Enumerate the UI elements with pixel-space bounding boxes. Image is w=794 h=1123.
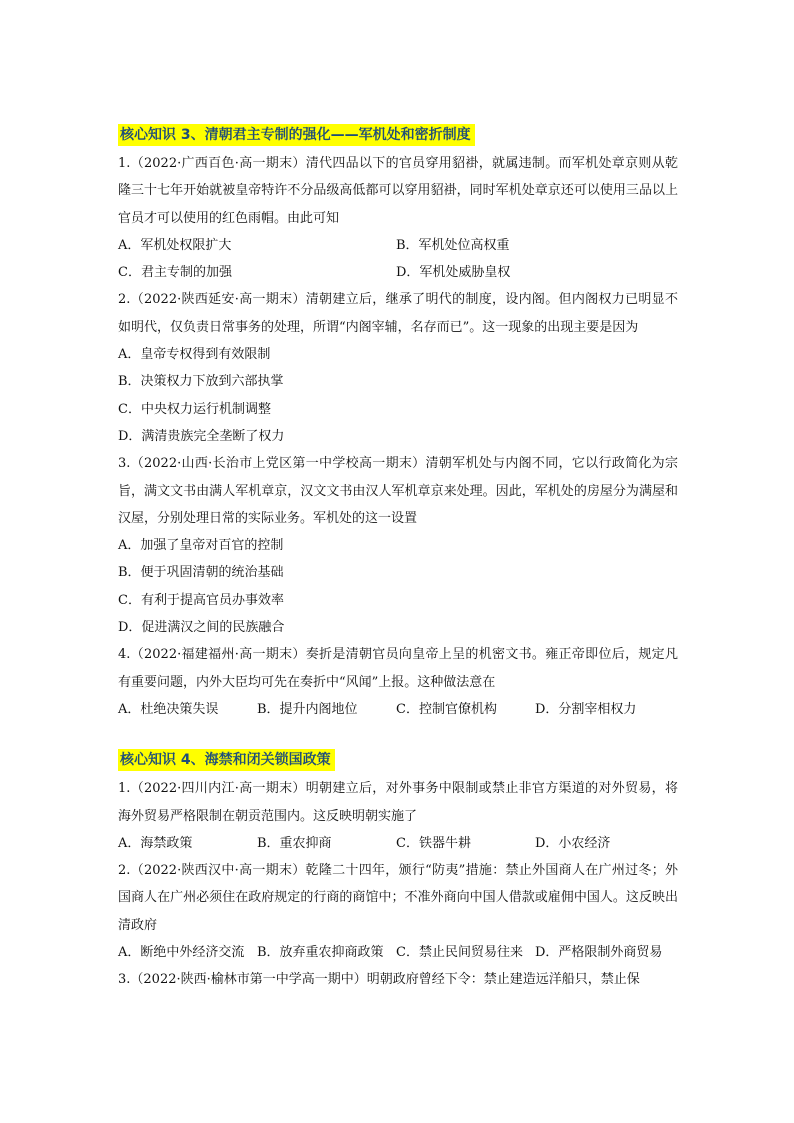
option-a: A．加强了皇帝对百官的控制 (118, 538, 284, 554)
options-row (118, 830, 678, 857)
options-row (118, 939, 678, 966)
option-a: A．皇帝专权得到有效限制 (118, 347, 271, 363)
option-b: B．提升内阁地位 (257, 701, 358, 717)
question-item (118, 450, 678, 641)
question-stem: 2.（2022·陕西延安·高一期末）清朝建立后，继承了明代的制度，设内阁。但内阁权力已明显不如明代，仅负责日常事务的处理，所谓“内阁宰辅，名存而已”。这一现象的出现主要是因为 (118, 292, 678, 335)
question-item (118, 857, 678, 966)
question-stem: 4.（2022·福建福州·高一期末）奏折是清朝官员向皇帝上呈的机密文书。雍正帝即位后，规定凡有重要问题，内外大臣均可先在奏折中“风闻”上报。这种做法意在 (118, 647, 678, 690)
option-b: B．便于巩固清朝的统治基础 (118, 565, 284, 581)
section-title: 核心知识 4、海禁和闭关锁国政策 (118, 749, 335, 771)
option-b: B．决策权力下放到六部执掌 (118, 374, 284, 390)
option-d: D．分割宰相权力 (535, 701, 637, 717)
options-row (118, 696, 678, 723)
question-item (118, 150, 678, 286)
question-stem: 1.（2022·广西百色·高一期末）清代四品以下的官员穿用貂褂，就属违制。而军机处章京则从乾隆三十七年开始就被皇帝特许不分品级高低都可以穿用貂褂，同时军机处章京还可以使用三品以上官员才可以使用的红色雨帽。由此可知 (118, 156, 678, 226)
option-d: D．小农经济 (535, 835, 611, 851)
option-d: D．满清贵族完全垄断了权力 (118, 428, 285, 444)
section-title: 核心知识 3、清朝君主专制的强化——军机处和密折制度 (118, 124, 475, 146)
question-stem: 3.（2022·山西·长治市上党区第一中学校高一期末）清朝军机处与内阁不同，它以行政简化为宗旨，满文文书由满人军机章京，汉文文书由汉人军机章京来处理。因此，军机处的房屋分为满屋和汉屋，分别处理日常的实际业务。军机处的这一设置 (118, 456, 678, 526)
option-a: A．军机处权限扩大 (118, 237, 232, 253)
option-d: D．军机处威胁皇权 (396, 265, 511, 281)
option-d: D．严格限制外商贸易 (535, 945, 663, 961)
question-item (118, 286, 678, 450)
question-stem: 1.（2022·四川内江·高一期末）明朝建立后，对外事务中限制或禁止非官方渠道的对外贸易，将海外贸易严格限制在朝贡范围内。这反映明朝实施了 (118, 781, 678, 824)
option-c: C．中央权力运行机制调整 (118, 401, 271, 417)
option-b: B．重农抑商 (257, 835, 332, 851)
option-a: A．海禁政策 (118, 835, 193, 851)
option-c: C．有利于提高官员办事效率 (118, 592, 284, 608)
question-item (118, 966, 678, 993)
option-a: A．断绝中外经济交流 (118, 945, 245, 961)
option-b: B．军机处位高权重 (396, 237, 510, 253)
options-row (118, 232, 678, 259)
document-content (118, 124, 678, 994)
option-d: D．促进满汉之间的民族融合 (118, 620, 285, 636)
option-c: C．铁器牛耕 (396, 835, 471, 851)
option-c: C．禁止民间贸易往来 (396, 945, 523, 961)
question-stem: 3.（2022·陕西·榆林市第一中学高一期中）明朝政府曾经下令：禁止建造远洋船只，禁止保 (118, 972, 640, 988)
option-c: C．君主专制的加强 (118, 265, 232, 281)
options-row (118, 259, 678, 286)
question-item (118, 775, 678, 857)
question-item (118, 641, 678, 723)
option-c: C．控制官僚机构 (396, 701, 497, 717)
option-a: A．杜绝决策失误 (118, 701, 219, 717)
option-b: B．放弃重农抑商政策 (257, 945, 384, 961)
question-stem: 2.（2022·陕西汉中·高一期末）乾隆二十四年，颁行“防夷”措施：禁止外国商人在广州过冬；外国商人在广州必须住在政府规定的行商的商馆中；不准外商向中国人借款或雇佣中国人。这反映出清政府 (118, 863, 678, 933)
